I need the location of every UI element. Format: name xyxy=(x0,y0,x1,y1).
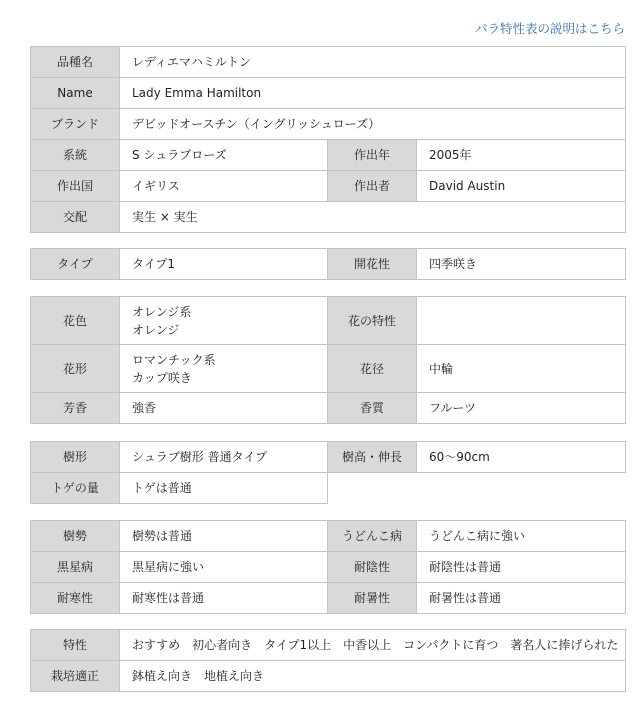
english-name-value: Lady Emma Hamilton xyxy=(120,78,626,109)
scent-label: 芳香 xyxy=(31,393,120,424)
vigor-label: 樹勢 xyxy=(31,521,120,552)
bloom-table xyxy=(30,248,626,280)
empty-cell xyxy=(328,473,417,504)
bloom-type-value: タイプ1 xyxy=(120,249,328,280)
cold-tolerance-label: 耐寒性 xyxy=(31,583,120,614)
cultivation-value: 鉢植え向き 地植え向き xyxy=(120,661,626,692)
cultivation-label: 栽培適正 xyxy=(31,661,120,692)
traits-table xyxy=(30,629,626,692)
health-table xyxy=(30,520,626,614)
rose-chart-help-link[interactable]: バラ特性表の説明はこちら xyxy=(474,21,625,36)
variety-name-label: 品種名 xyxy=(31,47,120,78)
flower-table xyxy=(30,296,626,424)
tree-table xyxy=(30,441,626,504)
country-label: 作出国 xyxy=(31,171,120,202)
variety-name-value: レディエマハミルトン xyxy=(120,47,626,78)
mildew-value: うどんこ病に強い xyxy=(417,521,626,552)
tree-height-label: 樹高・伸長 xyxy=(328,442,417,473)
breeder-label: 作出者 xyxy=(328,171,417,202)
bloom-season-label: 開花性 xyxy=(328,249,417,280)
year-value: 2005年 xyxy=(417,140,626,171)
blackspot-value: 黒星病に強い xyxy=(120,552,328,583)
vigor-value: 樹勢は普通 xyxy=(120,521,328,552)
cross-value: 実生 × 実生 xyxy=(120,202,626,233)
thorn-value: トゲは普通 xyxy=(120,473,328,504)
tree-form-value: シュラブ樹形 普通タイプ xyxy=(120,442,328,473)
flower-size-label: 花径 xyxy=(328,345,417,393)
flower-size-value: 中輪 xyxy=(417,345,626,393)
mildew-label: うどんこ病 xyxy=(328,521,417,552)
flower-color-line-2: オレンジ xyxy=(132,322,180,337)
scent-value: 強香 xyxy=(120,393,328,424)
brand-value: デビッドオースチン（イングリッシュローズ） xyxy=(120,109,626,140)
basic-info-table xyxy=(30,46,626,233)
bloom-season-value: 四季咲き xyxy=(417,249,626,280)
flower-color-value xyxy=(120,297,328,345)
bloom-type-label: タイプ xyxy=(31,249,120,280)
heat-tolerance-label: 耐暑性 xyxy=(328,583,417,614)
thorn-label: トゲの量 xyxy=(31,473,120,504)
lineage-label: 系統 xyxy=(31,140,120,171)
flower-shape-label: 花形 xyxy=(31,345,120,393)
traits-label: 特性 xyxy=(31,630,120,661)
shade-tolerance-value: 耐陰性は普通 xyxy=(417,552,626,583)
english-name-label: Name xyxy=(31,78,120,109)
tree-form-label: 樹形 xyxy=(31,442,120,473)
scent-type-value: フルーツ xyxy=(417,393,626,424)
cross-label: 交配 xyxy=(31,202,120,233)
flower-color-label: 花色 xyxy=(31,297,120,345)
flower-feature-value xyxy=(417,297,626,345)
flower-shape-line-1: ロマンチック系 xyxy=(132,352,216,367)
tree-height-value: 60〜90cm xyxy=(417,442,626,473)
flower-feature-label: 花の特性 xyxy=(328,297,417,345)
country-value: イギリス xyxy=(120,171,328,202)
traits-value: おすすめ 初心者向き タイプ1以上 中香以上 コンパクトに育つ 著名人に捧げられた xyxy=(120,630,626,661)
empty-cell xyxy=(417,473,626,504)
flower-shape-value xyxy=(120,345,328,393)
scent-type-label: 香質 xyxy=(328,393,417,424)
cold-tolerance-value: 耐寒性は普通 xyxy=(120,583,328,614)
year-label: 作出年 xyxy=(328,140,417,171)
brand-label: ブランド xyxy=(31,109,120,140)
flower-color-line-1: オレンジ系 xyxy=(132,304,192,319)
shade-tolerance-label: 耐陰性 xyxy=(328,552,417,583)
blackspot-label: 黒星病 xyxy=(31,552,120,583)
breeder-value: David Austin xyxy=(417,171,626,202)
heat-tolerance-value: 耐暑性は普通 xyxy=(417,583,626,614)
lineage-value: S シュラブローズ xyxy=(120,140,328,171)
flower-shape-line-2: カップ咲き xyxy=(132,370,192,385)
